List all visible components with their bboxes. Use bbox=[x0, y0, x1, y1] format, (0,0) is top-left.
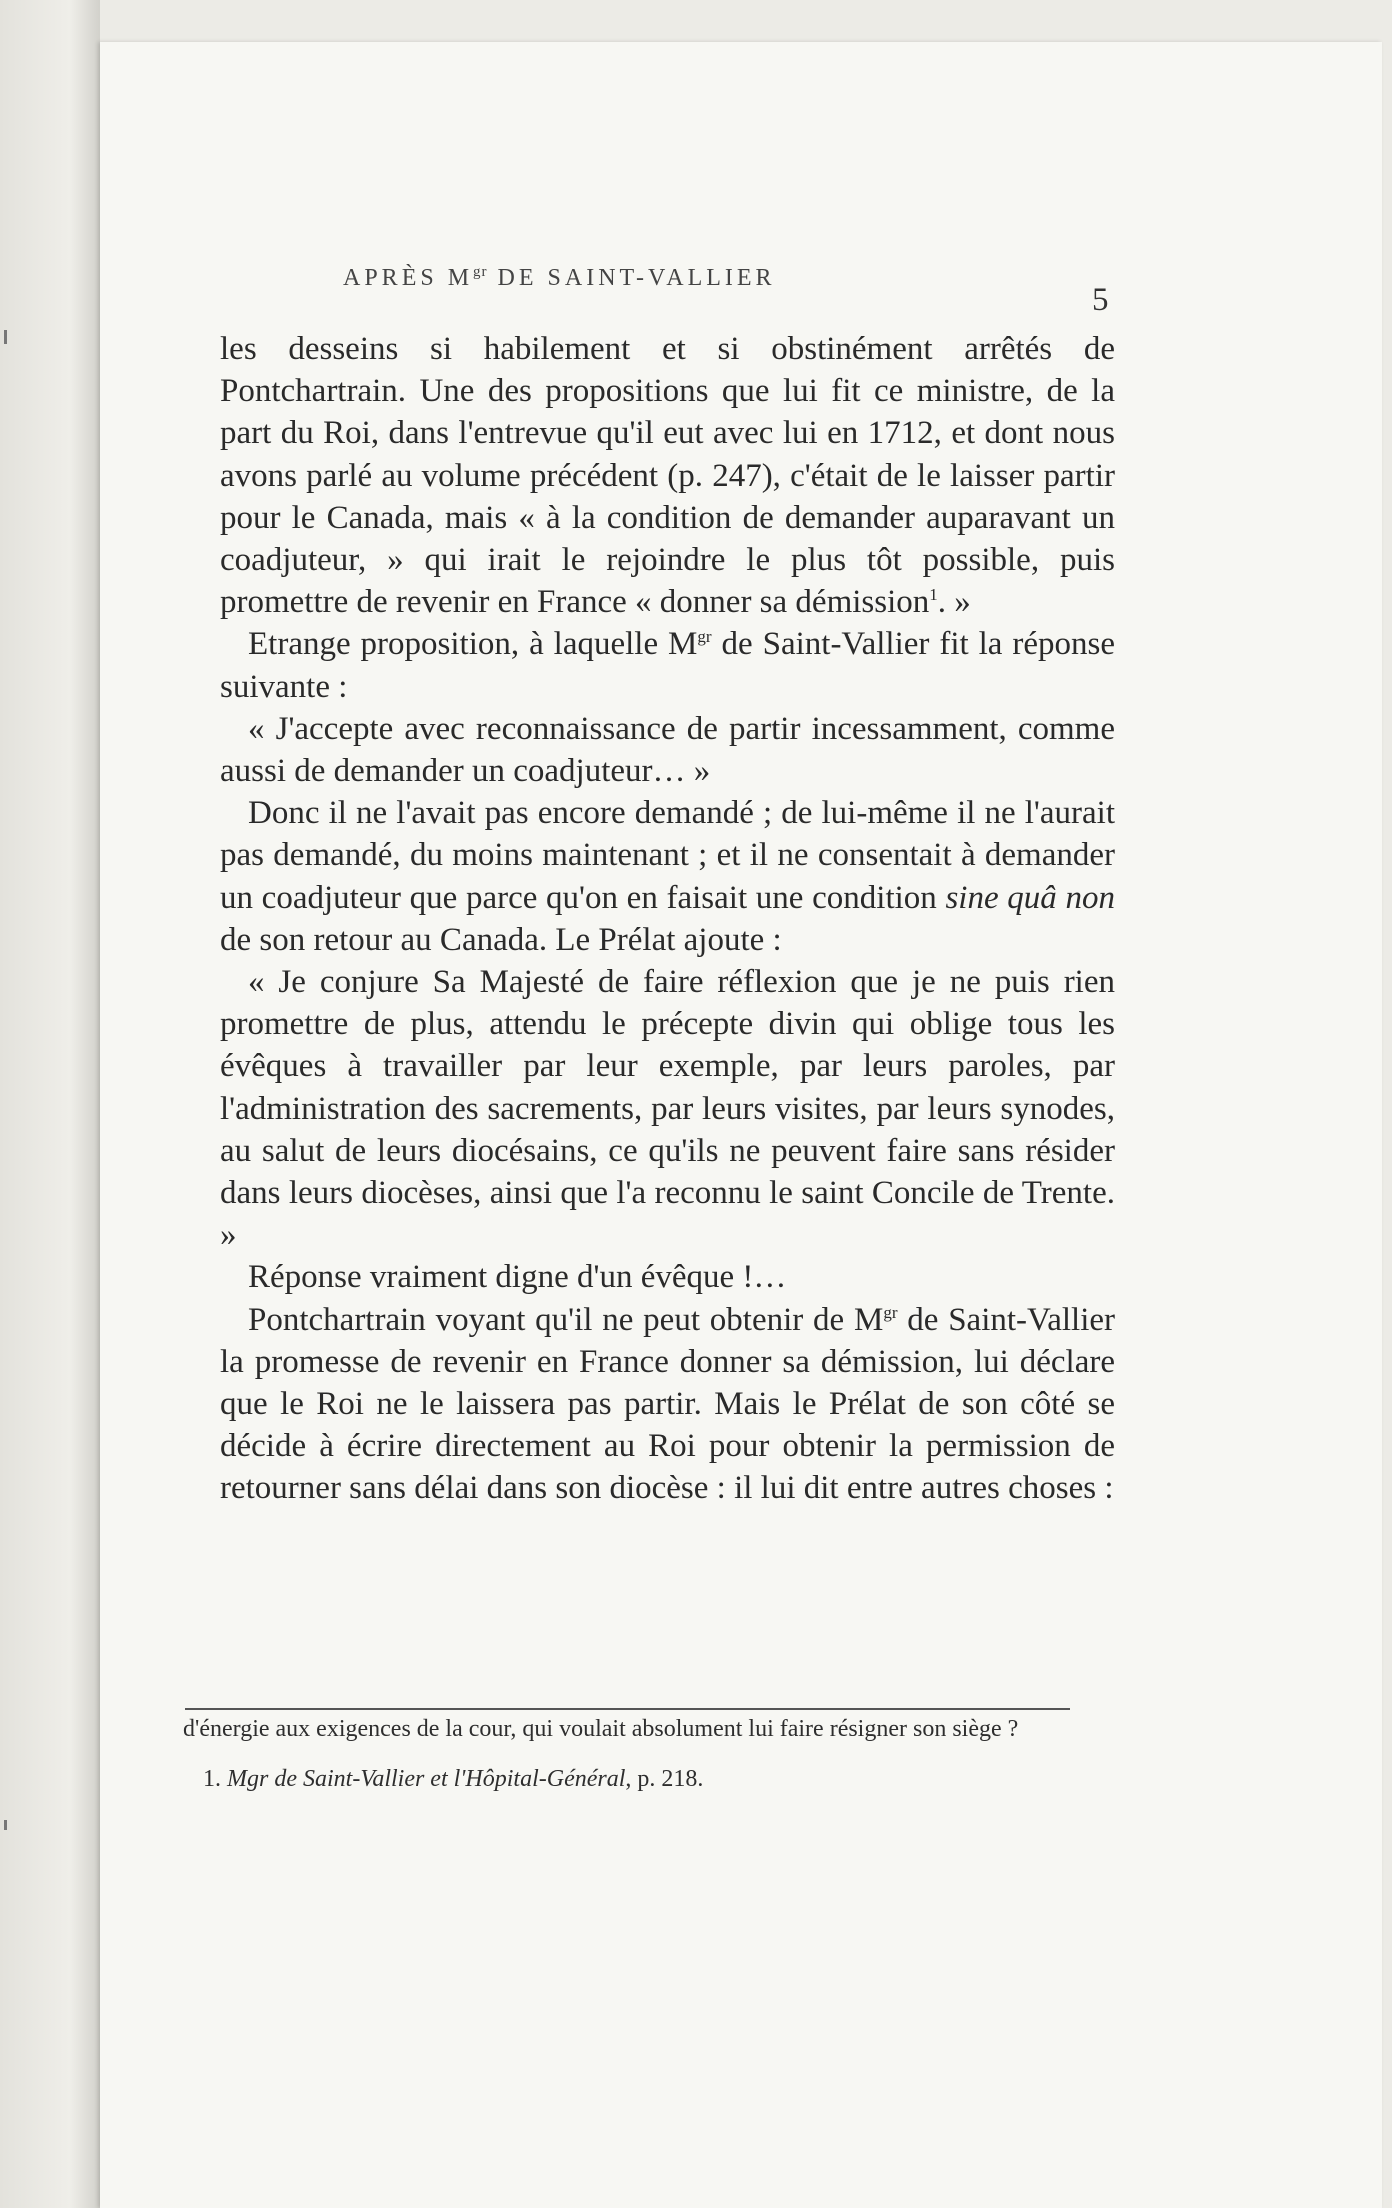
running-head-text-end: DE SAINT-VALLIER bbox=[487, 265, 776, 291]
running-head-sup: gr bbox=[473, 264, 488, 280]
footnotes bbox=[183, 1715, 1073, 1793]
running-head-text: APRÈS M bbox=[343, 265, 474, 291]
paragraph-4 bbox=[220, 792, 1115, 961]
footnote-1 bbox=[183, 1765, 1073, 1793]
paragraph-7 bbox=[220, 1299, 1115, 1510]
footnote-title: Mgr de Saint-Vallier et l'Hôpital-Général bbox=[227, 1766, 626, 1792]
footnote-page: , p. 218. bbox=[625, 1766, 704, 1792]
paragraph-1 bbox=[220, 328, 1115, 623]
paragraph-text: les desseins si habilement et si obstinément arrêtés de Pontchartrain. Une des propositions que lui fit ce ministre, de la part du Roi, dans l'entrevue qu'il eut avec lui en 1712, et dont nous avons parlé au volume précédent (p. 247), c'était de le laisser partir pour le Canada, mais « à la condition de demander auparavant un coadjuteur, » qui irait le rejoindre le plus tôt possible, puis promettre de revenir en France « donner sa démission bbox=[220, 331, 1115, 621]
footnote-continued: d'énergie aux exigences de la cour, qui voulait absolument lui faire résigner son siège ? bbox=[183, 1716, 1019, 1742]
honorific-sup: gr bbox=[883, 1302, 898, 1322]
edge-speck bbox=[4, 1820, 7, 1830]
paragraph-text-end: de Saint-Vallier la promesse de revenir en France donner sa démission, lui déclare que le Roi ne le laissera pas partir. Mais le Prélat de son côté se décide à écrire directement au Roi pour obtenir la permission de retourner sans délai dans son diocèse : il lui dit entre autres choses : bbox=[220, 1301, 1115, 1507]
paragraph-text: Pontchartrain voyant qu'il ne peut obtenir de M bbox=[248, 1301, 884, 1338]
paragraph-text: Donc il ne l'avait pas encore demandé ; de lui-même il ne l'aurait pas demandé, du moins maintenant ; et il ne consentait à demander un coadjuteur que parce qu'on en faisait une condition bbox=[220, 795, 1115, 916]
page-number: 5 bbox=[1092, 282, 1109, 318]
book-left-edge bbox=[0, 0, 100, 2208]
paragraph-text-end: de son retour au Canada. Le Prélat ajoute : bbox=[220, 921, 782, 958]
paragraph-5: « Je conjure Sa Majesté de faire réflexion que je ne puis rien promettre de plus, attendu le précepte divin qui oblige tous les évêques à travailler par leur exemple, par leurs paroles, par l'administration des sacrements, par leurs visites, par leurs synodes, au salut de leurs diocésains, ce qu'ils ne peuvent faire sans résider dans leurs diocèses, ainsi que l'a reconnu le saint Concile de Trente. » bbox=[220, 964, 1115, 1254]
running-head bbox=[343, 264, 776, 292]
edge-speck bbox=[4, 330, 7, 344]
paragraph-6: Réponse vraiment digne d'un évêque !… bbox=[248, 1259, 787, 1296]
paragraph-text-end: . » bbox=[937, 584, 971, 621]
paragraph-2 bbox=[220, 623, 1115, 707]
latin-phrase: sine quâ non bbox=[945, 879, 1115, 916]
footnote-number: 1. bbox=[203, 1766, 227, 1792]
footnote-rule bbox=[185, 1708, 1070, 1710]
footnote-ref: 1 bbox=[929, 585, 938, 605]
paragraph-text: Etrange proposition, à laquelle M bbox=[248, 626, 698, 663]
paragraph-3: « J'accepte avec reconnaissance de partir incessamment, comme aussi de demander un coadjuteur… » bbox=[220, 710, 1115, 790]
body-text bbox=[220, 328, 1115, 1510]
honorific-sup: gr bbox=[697, 627, 712, 647]
paragraph-text-end: de Saint-Vallier fit la réponse suivante : bbox=[220, 626, 1115, 705]
